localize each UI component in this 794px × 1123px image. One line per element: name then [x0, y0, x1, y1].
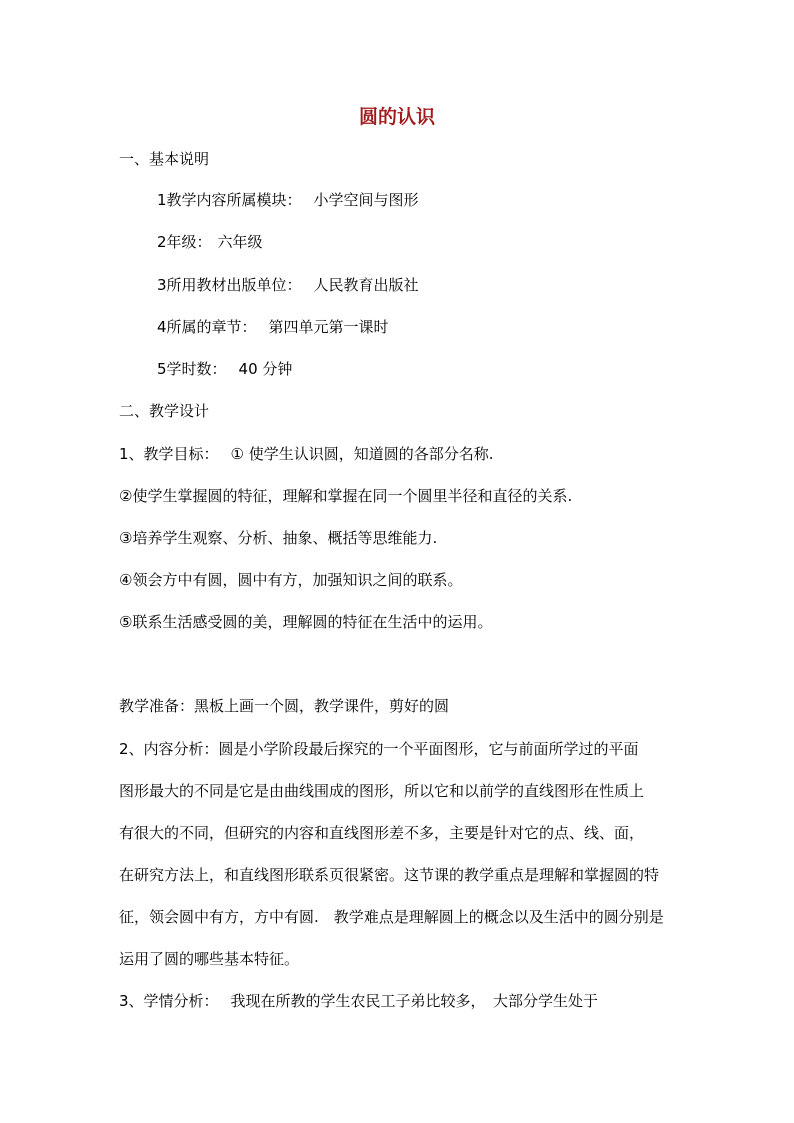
goal-item: ④领会方中有圆，圆中有方，加强知识之间的联系。: [119, 571, 463, 589]
info-item-hours: [157, 359, 292, 379]
goal-item: ②使学生掌握圆的特征，理解和掌握在同一个圆里半径和直径的关系.: [119, 487, 573, 505]
goal-item: ③培养学生观察、分析、抽象、概括等思维能力.: [119, 529, 438, 547]
analysis-line: 图形最大的不同是它是由曲线围成的图形，所以它和以前学的直线图形在性质上: [119, 782, 645, 800]
analysis-line: 2、内容分析：圆是小学阶段最后探究的一个平面图形，它与前面所学过的平面: [119, 740, 639, 758]
info-value: 人民教育出版社: [313, 276, 419, 294]
learner-label: 3、学情分析：: [119, 992, 219, 1010]
analysis-line: 在研究方法上，和直线图形联系页很紧密。这节课的教学重点是理解和掌握圆的特: [119, 866, 660, 884]
info-label: 1教学内容所属模块：: [157, 191, 302, 209]
info-value: 第四单元第一课时: [268, 318, 389, 336]
goal-item: ⑤联系生活感受圆的美，理解圆的特征在生活中的运用。: [119, 613, 493, 631]
info-item-module: [157, 190, 419, 210]
info-item-chapter: [157, 317, 389, 337]
learner-text: 我现在所教的学生农民工子弟比较多， 大部分学生处于: [230, 992, 599, 1010]
section-heading-basic: 一、基本说明: [119, 150, 210, 168]
info-label: 4所属的章节：: [157, 318, 257, 336]
analysis-line: 有很大的不同，但研究的内容和直线图形差不多，主要是针对它的点、线、面，: [119, 824, 645, 842]
info-item-publisher: [157, 275, 419, 295]
info-label: 5学时数：: [157, 360, 227, 378]
info-value: 小学空间与图形: [313, 191, 419, 209]
info-item-grade: [157, 232, 263, 252]
teaching-preparation: 教学准备：黑板上画一个圆，教学课件，剪好的圆: [119, 697, 450, 715]
goals-first-line: [119, 444, 494, 464]
learner-analysis: [119, 991, 598, 1011]
page-title: 圆的认识: [358, 106, 435, 128]
info-label: 3所用教材出版单位：: [157, 276, 302, 294]
info-value: 40 分钟: [238, 360, 293, 378]
goals-label: 1、教学目标：: [119, 445, 219, 463]
analysis-line: 运用了圆的哪些基本特征。: [119, 950, 300, 968]
info-label: 2年级：: [157, 233, 212, 251]
goal-item: ① 使学生认识圆，知道圆的各部分名称.: [230, 445, 494, 463]
section-heading-design: 二、教学设计: [119, 402, 210, 420]
info-value: 六年级: [217, 233, 263, 251]
analysis-line: 征，领会圆中有方，方中有圆. 教学难点是理解圆上的概念以及生活中的圆分别是: [119, 908, 664, 926]
